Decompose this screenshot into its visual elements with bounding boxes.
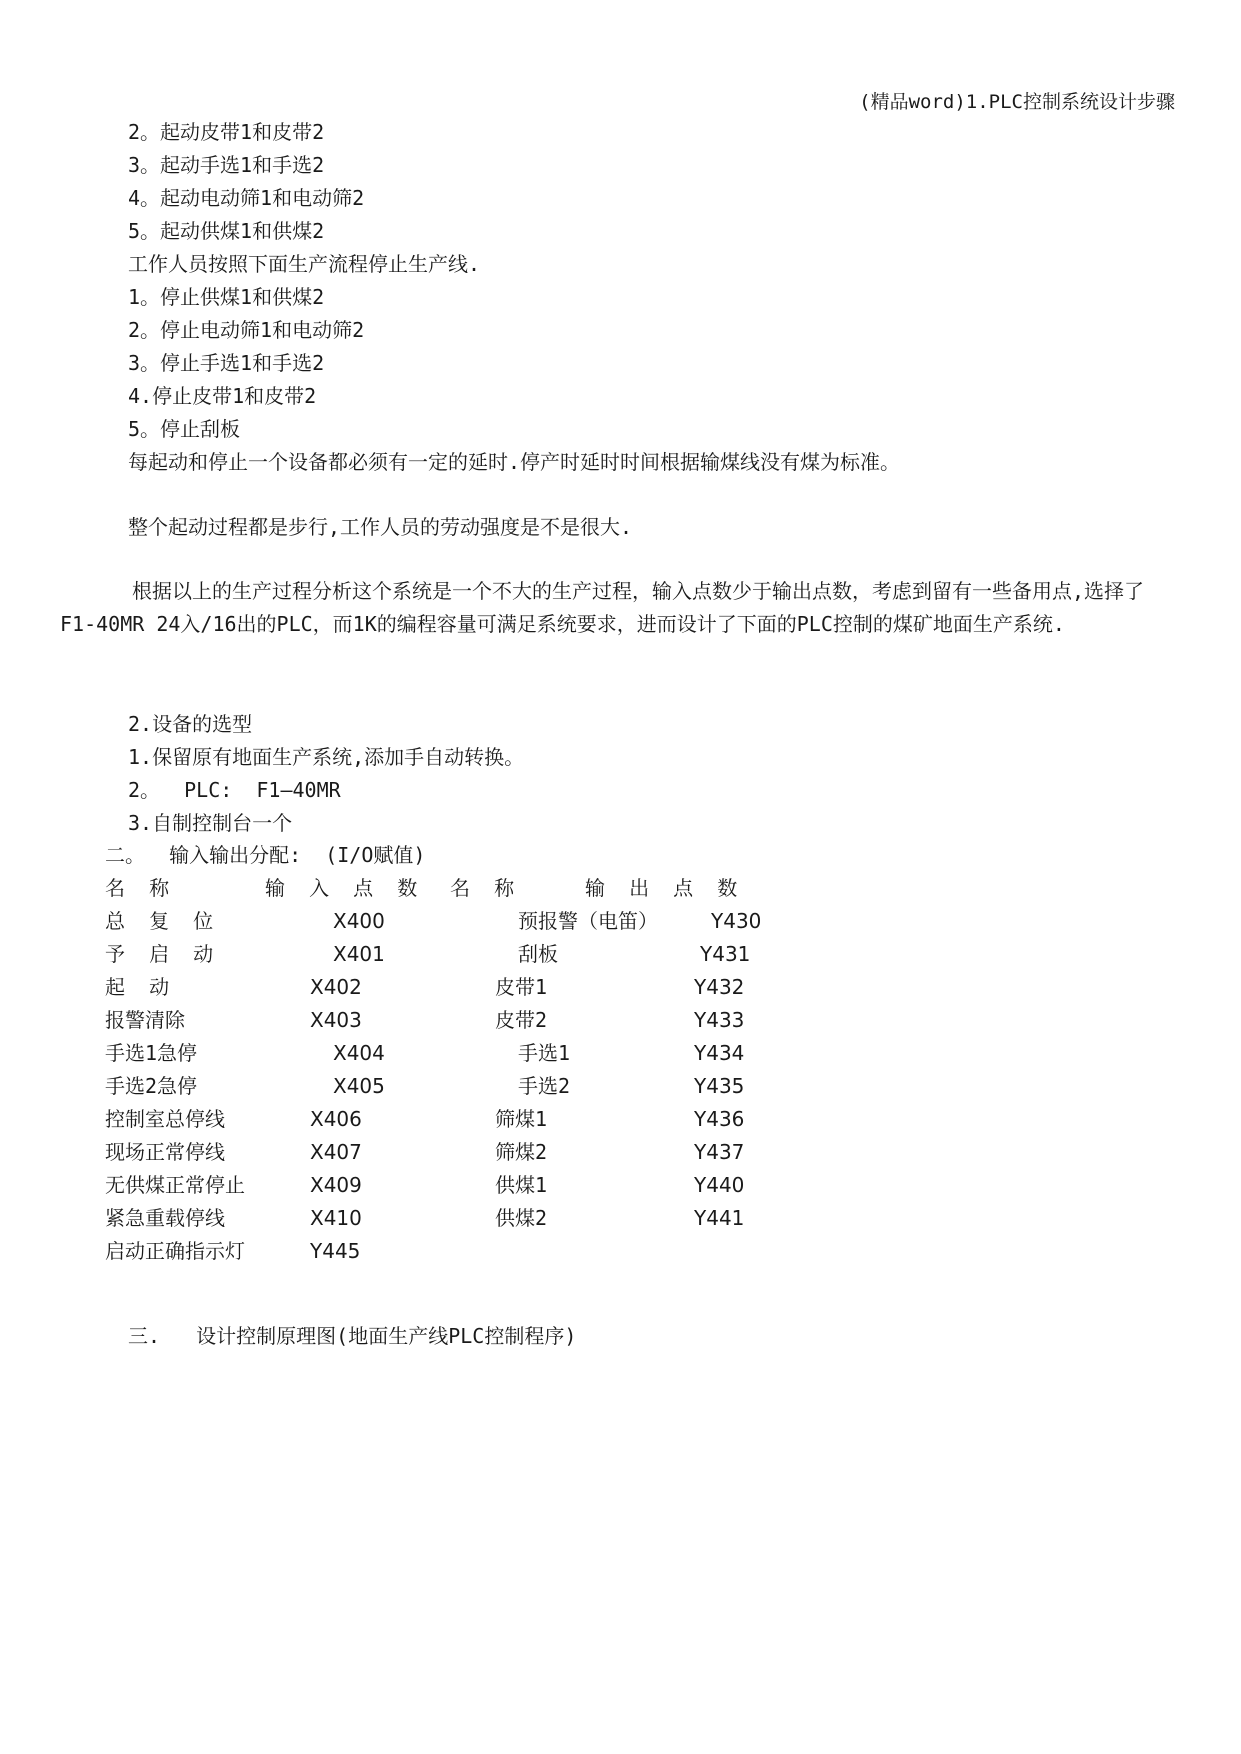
input-address: Y445 — [310, 1239, 361, 1263]
input-address: X404 — [333, 1041, 385, 1065]
start-step: 4。起动电动筛1和电动筛2 — [128, 186, 365, 210]
output-address: Y440 — [694, 1173, 745, 1197]
output-name: 预报警（电笛） — [518, 909, 658, 933]
delay-note: 每起动和停止一个设备都必须有一定的延时.停产时延时时间根据输煤线没有煤为标准。 — [128, 450, 901, 474]
input-name: 起 动 — [105, 975, 170, 999]
io-header-input-name: 名 称 — [105, 876, 170, 900]
output-address: Y441 — [694, 1206, 745, 1230]
input-address: X400 — [333, 909, 385, 933]
input-name: 紧急重载停线 — [105, 1206, 225, 1230]
output-name: 筛煤1 — [495, 1107, 548, 1131]
output-address: Y432 — [694, 975, 745, 999]
output-address: Y431 — [700, 942, 751, 966]
input-name: 予 启 动 — [105, 942, 214, 966]
output-name: 皮带2 — [495, 1008, 548, 1032]
io-header-output-count: 输 出 点 数 — [585, 876, 738, 900]
input-name: 总 复 位 — [105, 909, 214, 933]
output-address: Y435 — [694, 1074, 745, 1098]
analysis-paragraph: 根据以上的生产过程分析这个系统是一个不大的生产过程，输入点数少于输出点数，考虑到留有一些备用点,选择了F1-40MR 24入/16出的PLC，而1K的编程容量可满足系统要求，进而设计了下面的PLC控制的煤矿地面生产系统. — [60, 579, 1145, 636]
labor-note: 整个起动过程都是步行,工作人员的劳动强度是不是很大. — [128, 515, 633, 539]
output-name: 刮板 — [518, 942, 558, 966]
output-address: Y430 — [711, 909, 762, 933]
input-name: 手选2急停 — [105, 1074, 198, 1098]
input-address: X401 — [333, 942, 385, 966]
output-name: 皮带1 — [495, 975, 548, 999]
start-step: 2。起动皮带1和皮带2 — [128, 120, 325, 144]
input-address: X410 — [310, 1206, 362, 1230]
output-name: 手选1 — [518, 1041, 571, 1065]
selection-item: 3.自制控制台一个 — [128, 811, 293, 835]
input-address: X402 — [310, 975, 362, 999]
start-step: 3。起动手选1和手选2 — [128, 153, 325, 177]
stop-intro: 工作人员按照下面生产流程停止生产线. — [128, 252, 481, 276]
output-name: 供煤1 — [495, 1173, 548, 1197]
input-name: 现场正常停线 — [105, 1140, 225, 1164]
selection-item: 1.保留原有地面生产系统,添加手自动转换。 — [128, 745, 525, 769]
stop-step: 3。停止手选1和手选2 — [128, 351, 325, 375]
selection-title: 2.设备的选型 — [128, 712, 253, 736]
io-header-output-name: 名 称 — [450, 876, 515, 900]
input-name: 启动正确指示灯 — [105, 1239, 245, 1263]
input-address: X405 — [333, 1074, 385, 1098]
input-name: 控制室总停线 — [105, 1107, 225, 1131]
output-name: 手选2 — [518, 1074, 571, 1098]
selection-item: 2。 PLC: F1—40MR — [128, 778, 341, 802]
section-3-title: 三. 设计控制原理图(地面生产线PLC控制程序) — [128, 1324, 577, 1348]
input-name: 报警清除 — [105, 1008, 185, 1032]
io-header-input-count: 输 入 点 数 — [265, 876, 418, 900]
document-header: (精品word)1.PLC控制系统设计步骤 — [859, 91, 1175, 113]
start-step: 5。起动供煤1和供煤2 — [128, 219, 325, 243]
input-address: X403 — [310, 1008, 362, 1032]
stop-step: 2。停止电动筛1和电动筛2 — [128, 318, 365, 342]
input-name: 手选1急停 — [105, 1041, 198, 1065]
output-address: Y433 — [694, 1008, 745, 1032]
input-address: X407 — [310, 1140, 362, 1164]
output-address: Y434 — [694, 1041, 745, 1065]
io-section-title: 二。 输入输出分配: (I/O赋值) — [105, 843, 426, 867]
stop-step: 5。停止刮板 — [128, 417, 241, 441]
output-name: 供煤2 — [495, 1206, 548, 1230]
output-name: 筛煤2 — [495, 1140, 548, 1164]
stop-step: 4.停止皮带1和皮带2 — [128, 384, 317, 408]
input-address: X406 — [310, 1107, 362, 1131]
output-address: Y436 — [694, 1107, 745, 1131]
input-name: 无供煤正常停止 — [105, 1173, 245, 1197]
output-address: Y437 — [694, 1140, 745, 1164]
stop-step: 1。停止供煤1和供煤2 — [128, 285, 325, 309]
input-address: X409 — [310, 1173, 362, 1197]
